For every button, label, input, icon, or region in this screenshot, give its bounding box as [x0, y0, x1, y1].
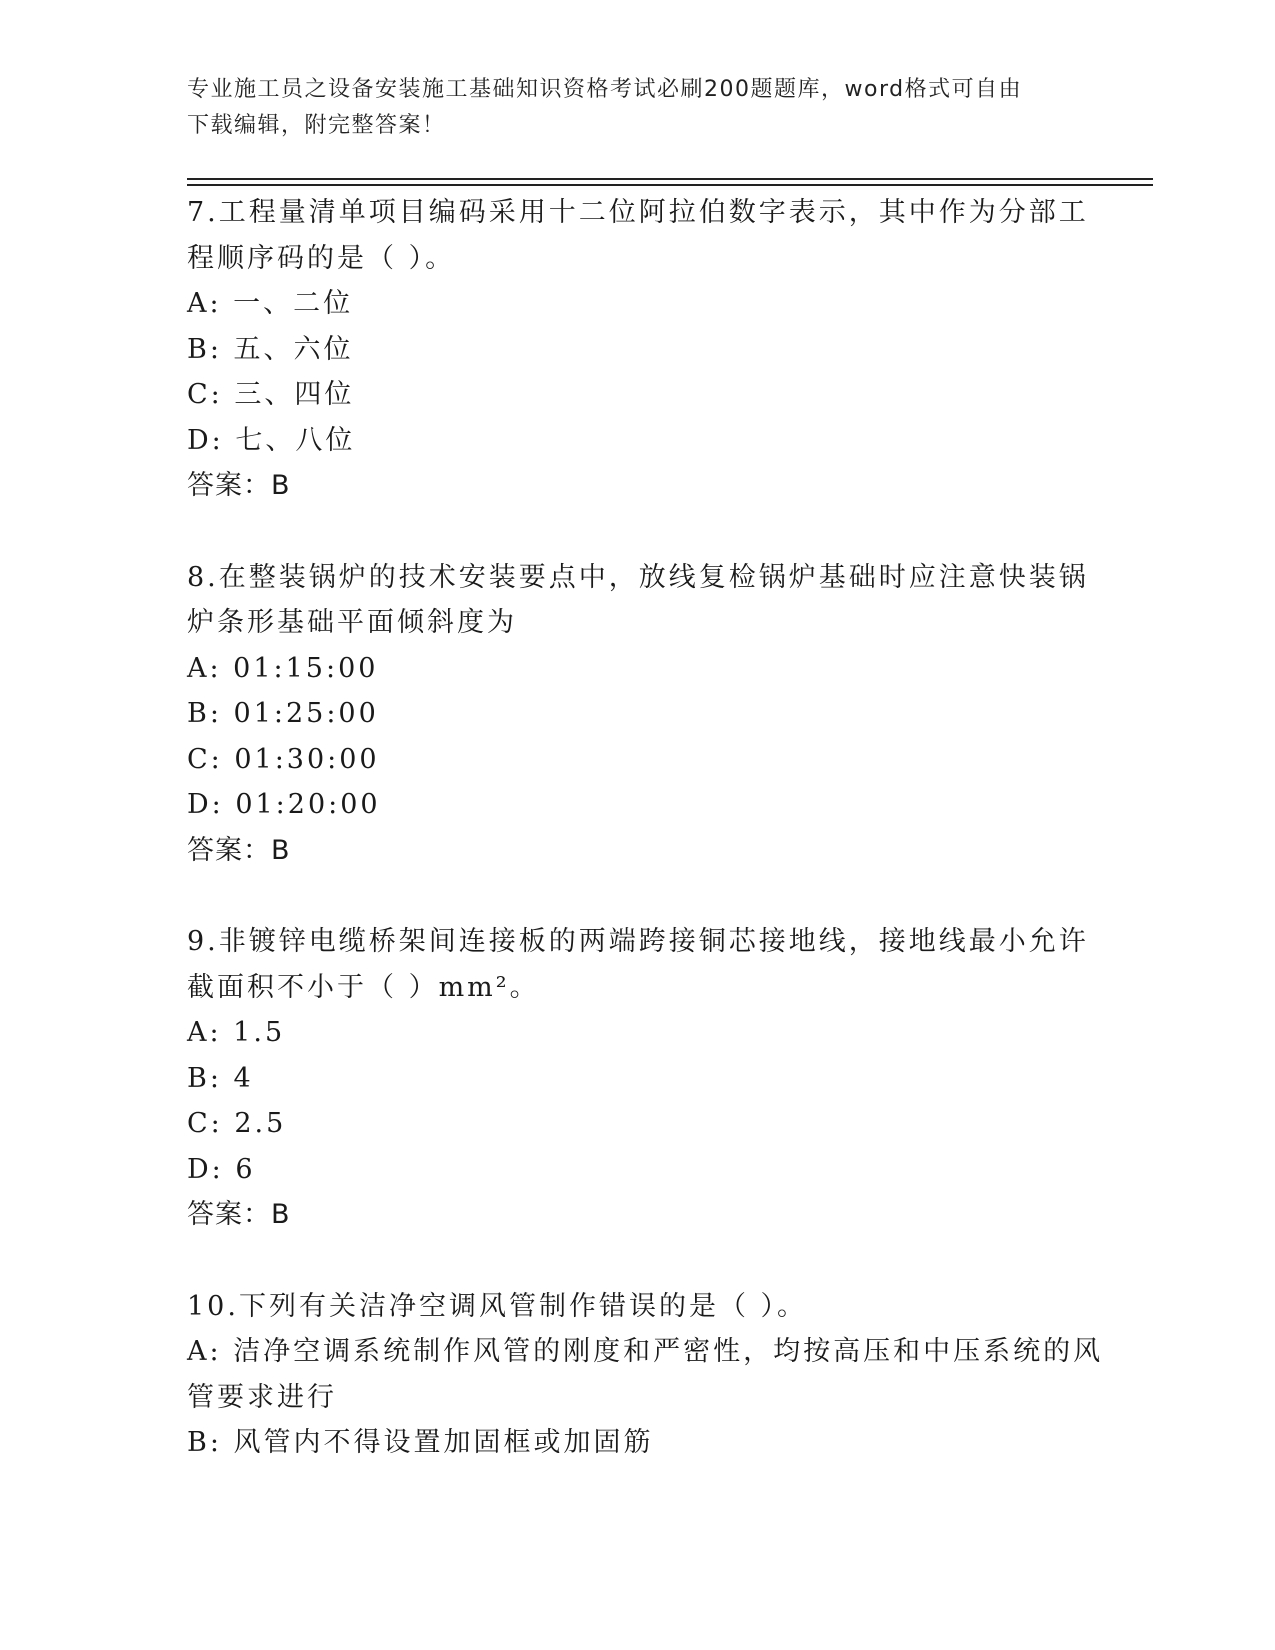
option-b: B: 4 — [187, 1062, 254, 1094]
option-b: B: 01:25:00 — [187, 698, 379, 729]
header-divider-bottom — [187, 184, 1153, 186]
header-line-2: 下载编辑，附完整答案！ — [187, 113, 446, 138]
question-stem-line: 程顺序码的是（ ）。 — [187, 242, 456, 274]
question-stem-line: 10.下列有关洁净空调风管制作错误的是（ ）。 — [187, 1290, 808, 1322]
option-b: B: 风管内不得设置加固框或加固筋 — [187, 1427, 654, 1458]
question-list — [187, 190, 1104, 1466]
option-a-continued: 管要求进行 — [187, 1381, 337, 1413]
spacer — [187, 1238, 1087, 1284]
option-d: D: 七、八位 — [187, 424, 356, 456]
question-7 — [187, 190, 1087, 509]
question-stem-line: 9.非镀锌电缆桥架间连接板的两端跨接铜芯接地线，接地线最小允许 — [187, 926, 1089, 957]
answer: 答案：B — [187, 834, 291, 866]
header-divider-top — [187, 178, 1153, 180]
option-a: A: 一、二位 — [187, 288, 354, 319]
option-d: D: 01:20:00 — [187, 789, 381, 820]
spacer — [187, 509, 1087, 555]
question-stem-line: 8.在整装锅炉的技术安装要点中，放线复检锅炉基础时应注意快装锅 — [187, 561, 1089, 593]
answer: 答案：B — [187, 1199, 291, 1230]
question-10 — [187, 1284, 1104, 1466]
question-8 — [187, 555, 1087, 874]
question-9 — [187, 919, 1087, 1238]
document-header — [187, 72, 1087, 144]
header-line-1: 专业施工员之设备安装施工基础知识资格考试必刷200题题库，word格式可自由 — [187, 77, 1023, 102]
option-a: A: 01:15:00 — [187, 652, 379, 684]
answer: 答案：B — [187, 470, 291, 501]
option-c: C: 2.5 — [187, 1108, 287, 1139]
question-stem-line: 炉条形基础平面倾斜度为 — [187, 607, 517, 638]
option-d: D: 6 — [187, 1153, 256, 1185]
option-a: A: 1.5 — [187, 1017, 286, 1048]
option-b: B: 五、六位 — [187, 333, 354, 365]
option-c: C: 01:30:00 — [187, 743, 380, 775]
option-a: A: 洁净空调系统制作风管的刚度和严密性，均按高压和中压系统的风 — [187, 1336, 1104, 1367]
question-stem-line: 截面积不小于（ ）mm²。 — [187, 971, 540, 1003]
spacer — [187, 873, 1087, 919]
option-c: C: 三、四位 — [187, 379, 355, 410]
question-stem-line: 7.工程量清单项目编码采用十二位阿拉伯数字表示，其中作为分部工 — [187, 197, 1089, 228]
